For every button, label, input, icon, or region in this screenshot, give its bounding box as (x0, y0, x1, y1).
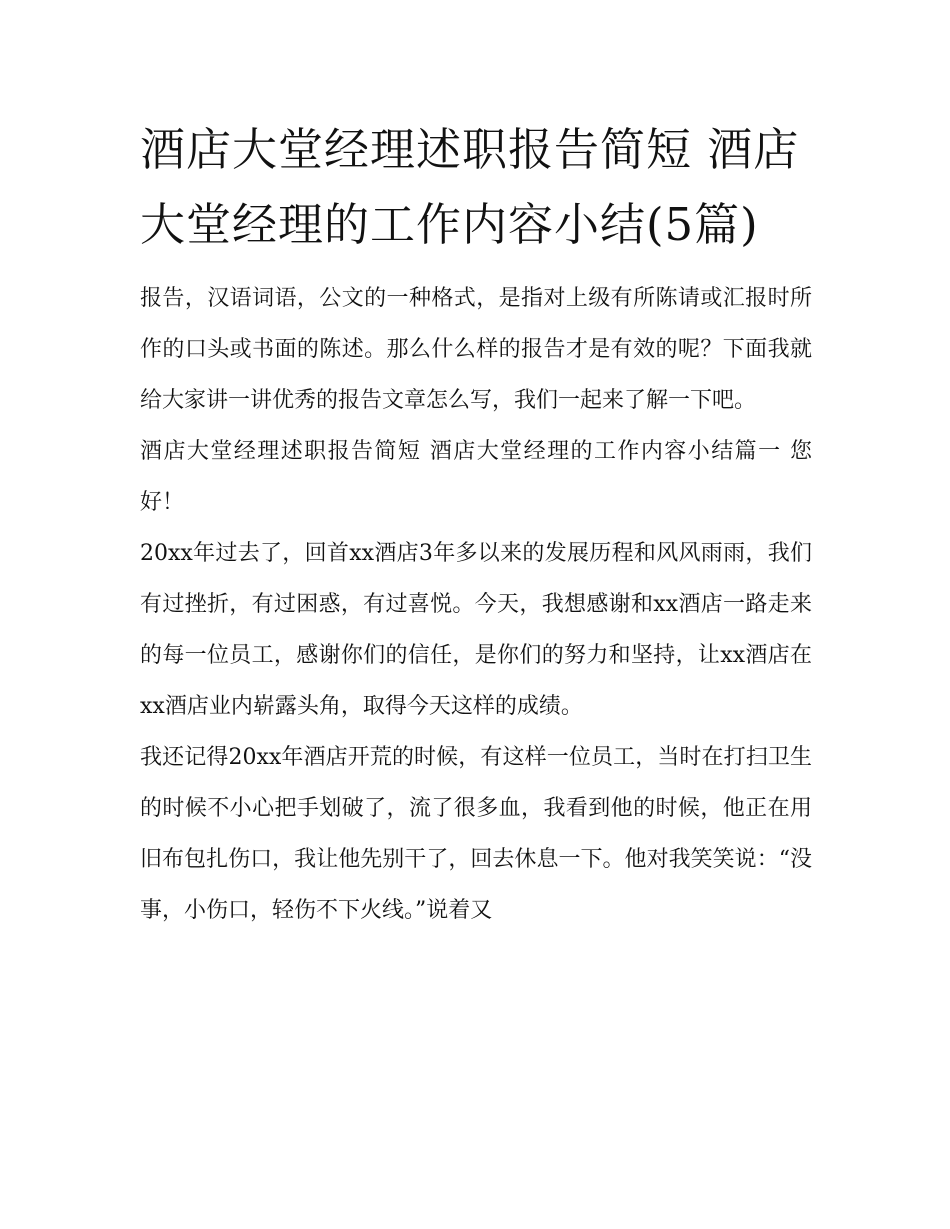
intro-paragraph: 报告，汉语词语，公文的一种格式，是指对上级有所陈请或汇报时所作的口头或书面的陈述。那么什么样的报告才是有效的呢？下面我就给大家讲一讲优秀的报告文章怎么写，我们一起来了解一下吧。 (140, 286, 812, 413)
body-paragraph: 20xx年过去了，回首xx酒店3年多以来的发展历程和风风雨雨，我们有过挫折，有过困惑，有过喜悦。今天，我想感谢和xx酒店一路走来的每一位员工，感谢你们的信任，是你们的努力和坚持，让xx酒店在xx酒店业内崭露头角，取得今天这样的成绩。 (140, 541, 812, 719)
section-heading-paragraph: 酒店大堂经理述职报告简短 酒店大堂经理的工作内容小结篇一 您好！ (140, 439, 812, 515)
document-body (140, 112, 812, 936)
document-title: 酒店大堂经理述职报告简短 酒店大堂经理的工作内容小结(5篇) (140, 123, 800, 251)
body-paragraph: 我还记得20xx年酒店开荒的时候，有这样一位员工，当时在打扫卫生的时候不小心把手划破了，流了很多血，我看到他的时候，他正在用旧布包扎伤口，我让他先别干了，回去休息一下。他对我笑笑说：“没事，小伤口，轻伤不下火线。”说着又 (140, 745, 812, 923)
